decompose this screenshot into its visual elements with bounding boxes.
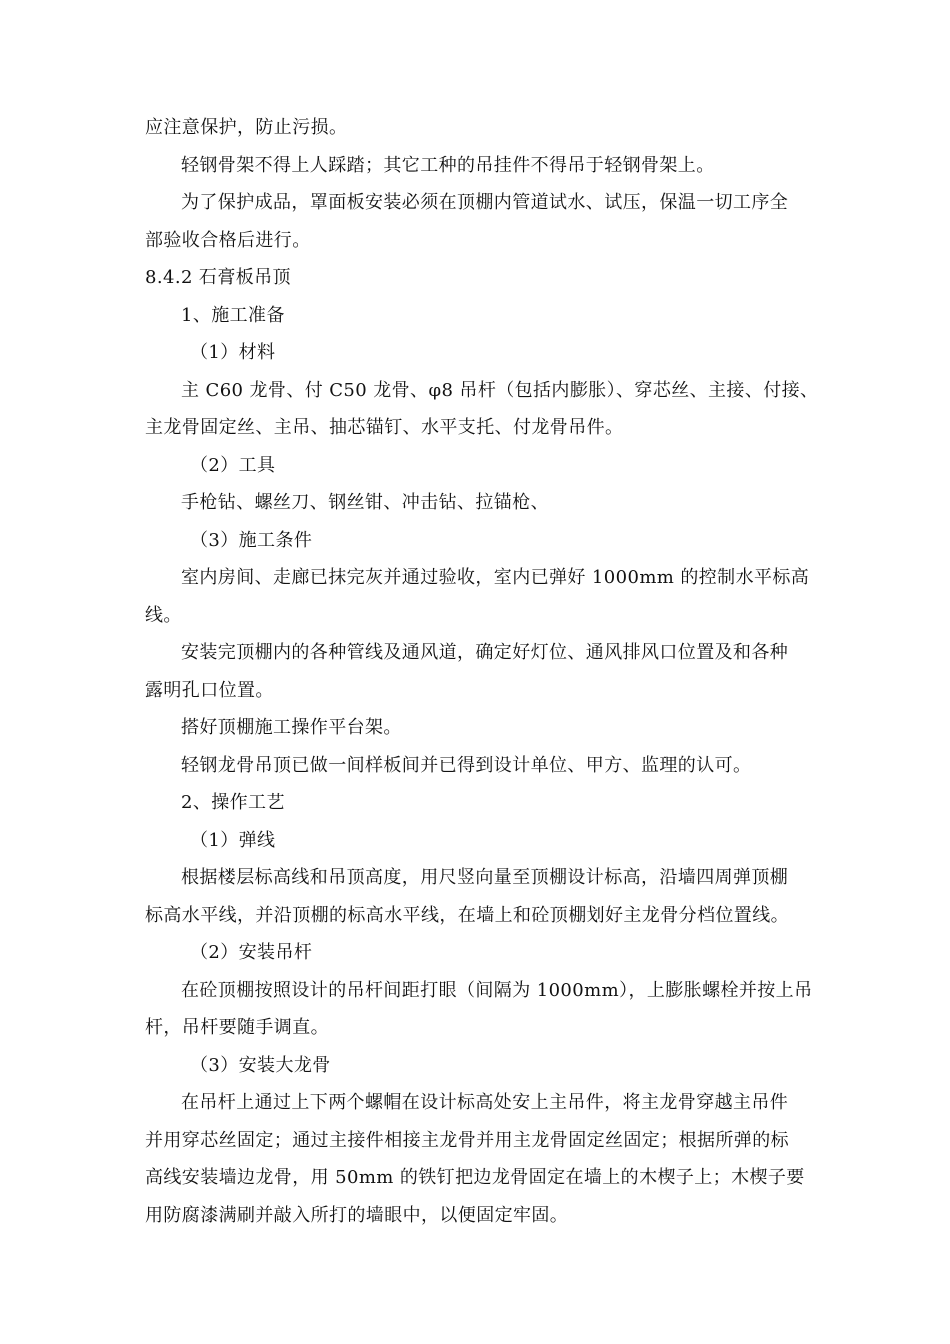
text-line: 为了保护成品，罩面板安装必须在顶棚内管道试水、试压，保温一切工序全: [181, 192, 789, 213]
item-heading: （3）安装大龙骨: [190, 1054, 331, 1076]
text-line: 用防腐漆满刷并敲入所打的墙眼中，以便固定牢固。: [145, 1204, 569, 1226]
text-line: 手枪钻、螺丝刀、钢丝钳、冲击钻、拉锚枪、: [181, 492, 549, 513]
item-heading: （1）材料: [190, 342, 276, 363]
item-heading: （1）弹线: [190, 829, 276, 851]
text-line: 在吊杆上通过上下两个螺帽在设计标高处安上主吊件，将主龙骨穿越主吊件: [181, 1092, 789, 1113]
text-line: 高线安装墙边龙骨，用 50mm 的铁钉把边龙骨固定在墙上的木楔子上；木楔子要: [145, 1167, 805, 1188]
text-line: 搭好顶棚施工操作平台架。: [181, 717, 402, 738]
text-line: 室内房间、走廊已抹完灰并通过验收，室内已弹好 1000mm 的控制水平标高: [181, 567, 810, 588]
item-heading: （2）安装吊杆: [190, 942, 313, 963]
text-line: 主龙骨固定丝、主吊、抽芯锚钉、水平支托、付龙骨吊件。: [145, 417, 624, 438]
text-line: 安装完顶棚内的各种管线及通风道，确定好灯位、通风排风口位置及和各种: [181, 642, 789, 663]
subsection-heading: 1、施工准备: [181, 304, 285, 326]
text-line: 应注意保护，防止污损。: [145, 117, 348, 138]
document-body: [145, 109, 819, 1234]
text-line: 标高水平线，并沿顶棚的标高水平线，在墙上和砼顶棚划好主龙骨分档位置线。: [145, 904, 789, 926]
text-line: 露明孔口位置。: [145, 679, 274, 701]
text-line: 轻钢骨架不得上人踩踏；其它工种的吊挂件不得吊于轻钢骨架上。: [181, 154, 715, 176]
item-heading: （2）工具: [190, 454, 276, 476]
text-line: 主 C60 龙骨、付 C50 龙骨、φ8 吊杆（包括内膨胀）、穿芯丝、主接、付接、: [181, 379, 819, 401]
text-line: 杆，吊杆要随手调直。: [145, 1017, 329, 1038]
text-line: 根据楼层标高线和吊顶高度，用尺竖向量至顶棚设计标高，沿墙四周弹顶棚: [181, 867, 789, 888]
text-line: 线。: [145, 604, 182, 626]
section-heading: 8.4.2 石膏板吊顶: [145, 267, 291, 288]
text-line: 轻钢龙骨吊顶已做一间样板间并已得到设计单位、甲方、监理的认可。: [181, 754, 752, 776]
text-line: 部验收合格后进行。: [145, 229, 311, 251]
item-heading: （3）施工条件: [190, 529, 313, 551]
text-line: 并用穿芯丝固定；通过主接件相接主龙骨并用主龙骨固定丝固定；根据所弹的标: [145, 1129, 789, 1151]
text-line: 在砼顶棚按照设计的吊杆间距打眼（间隔为 1000mm），上膨胀螺栓并按上吊: [181, 979, 813, 1001]
subsection-heading: 2、操作工艺: [181, 792, 285, 813]
